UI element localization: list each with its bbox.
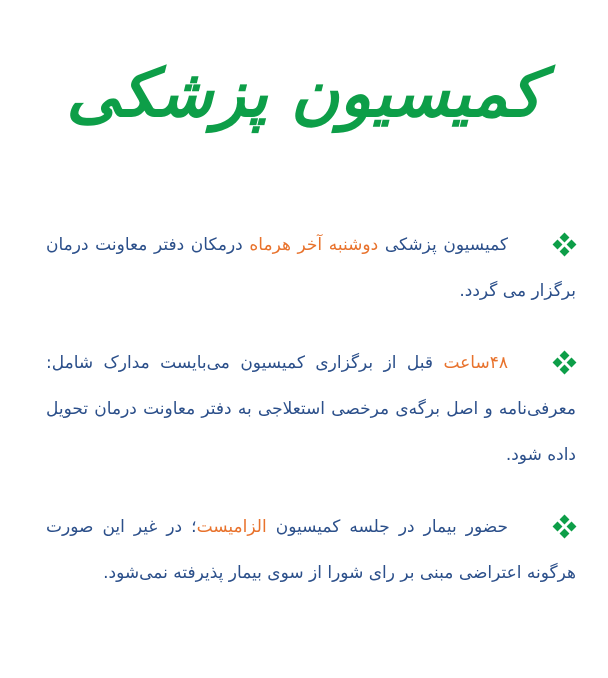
item-text: ؛ در غیر این صورت هرگونه اعتراضی مبنی بر رای شورا از سوی بیمار پذیرفته نمی‌شود.	[46, 517, 576, 583]
item-text: درمکان دفتر معاونت درمان برگزار می گردد.	[46, 235, 576, 301]
diamond-bullet-icon	[554, 352, 576, 374]
item-text: قبل از برگزاری کمیسیون می‌بایست مدارک شامل: معرفی‌نامه و اصل برگه‌ی مرخصی استعلاجی به دفتر معاونت درمان تحویل داده شود.	[46, 353, 576, 465]
item-highlight: الزامیست	[196, 517, 267, 537]
diamond-bullet-icon	[554, 234, 576, 256]
list-item	[46, 504, 576, 596]
item-highlight: ۴۸ساعت	[443, 353, 508, 373]
page-title: کمیسیون پزشکی	[66, 55, 542, 132]
list-item	[46, 340, 576, 478]
item-highlight: دوشنبه آخر هرماه	[249, 235, 379, 255]
bullet-list	[46, 222, 576, 622]
diamond-bullet-icon	[554, 516, 576, 538]
item-text: کمیسیون پزشکی	[378, 235, 509, 255]
item-text: حضور بیمار در جلسه کمیسیون	[266, 517, 508, 537]
list-item	[46, 222, 576, 314]
